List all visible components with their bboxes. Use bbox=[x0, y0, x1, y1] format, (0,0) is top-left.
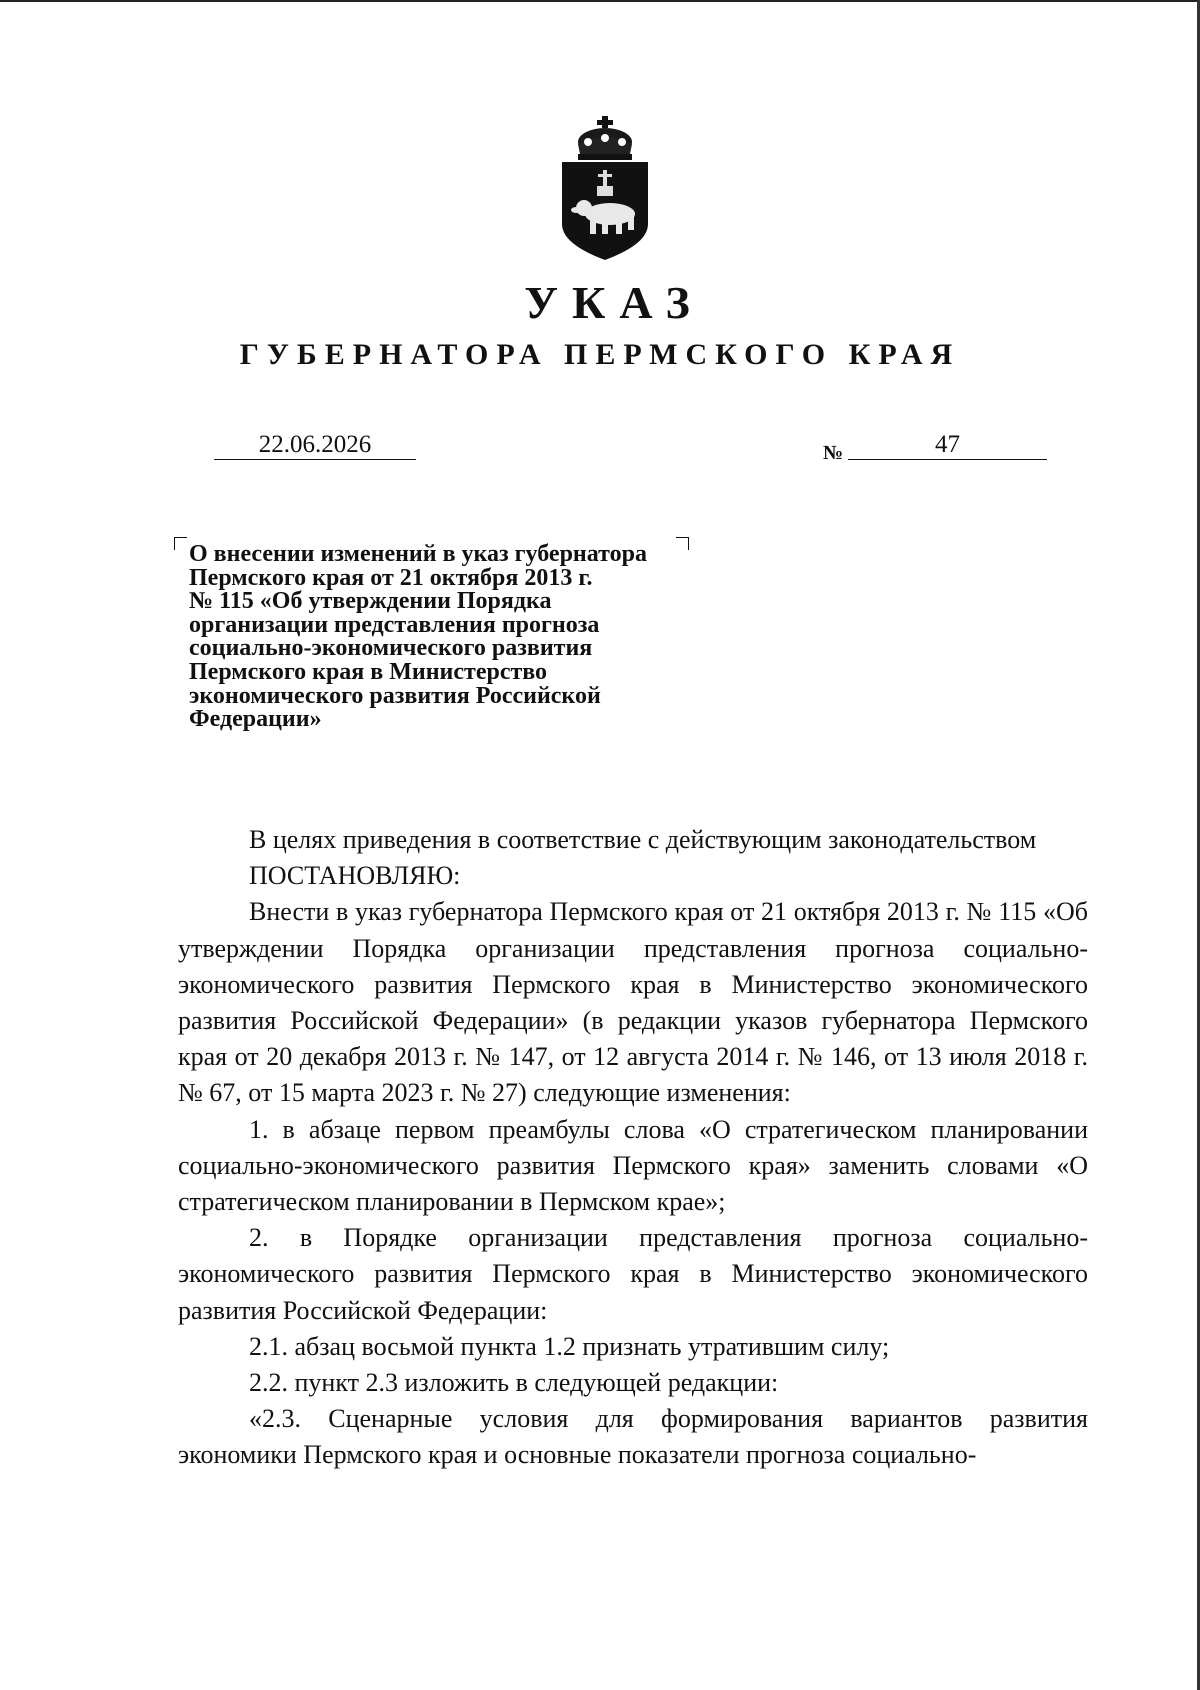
number-sign: № bbox=[823, 442, 844, 464]
heading-line: О внесении изменений в указ губернатора bbox=[189, 541, 647, 567]
body-paragraph: 2. в Порядке организации представления прогноза социально-экономического развития Пермского края в Министерство экономического развития Российской Федерации: bbox=[178, 1223, 1088, 1325]
document-body bbox=[178, 822, 1088, 1474]
heading-line: Пермского края в Министерство bbox=[189, 658, 548, 685]
document-title: УКАЗ bbox=[524, 277, 704, 328]
heading-line: Пермского края от 21 октября 2013 г. bbox=[189, 564, 593, 591]
body-paragraph: 2.2. пункт 2.3 изложить в следующей редакции: bbox=[249, 1368, 779, 1398]
document-subtitle: ГУБЕРНАТОРА ПЕРМСКОГО КРАЯ bbox=[239, 338, 961, 371]
heading-corner-left bbox=[174, 537, 187, 550]
coat-of-arms-icon bbox=[560, 112, 650, 262]
heading-line: № 115 «Об утверждении Порядка bbox=[189, 588, 552, 615]
resolution-word: ПОСТАНОВЛЯЮ: bbox=[249, 861, 461, 891]
body-paragraph: В целях приведения в соответствие с действующим законодательством bbox=[249, 825, 1037, 854]
body-paragraph: «2.3. Сценарные условия для формирования вариантов развития экономики Пермского края и основные показатели прогноза социально- bbox=[178, 1404, 1088, 1470]
heading-line: экономического развития Российской bbox=[189, 682, 601, 709]
heading-line: социально-экономического развития bbox=[189, 635, 593, 662]
document-heading bbox=[189, 543, 729, 732]
body-paragraph: Внести в указ губернатора Пермского края от 21 октября 2013 г. № 115 «Об утверждении Порядка организации представления прогноза социально-экономического развития Пермского края в Министерство экономического развития Российской Федерации» (в редакции указов губернатора Пермского края от 20 декабря 2013 г. № 147, от 12 августа 2014 г. № 146, от 13 июля 2018 г. № 67, от 15 марта 2023 г. № 27) следующие изменения: bbox=[178, 897, 1088, 1108]
body-paragraph: 1. в абзаце первом преамбулы слова «О стратегическом планировании социально-экономического развития Пермского края» заменить словами «О стратегическом планировании в Пермском крае»; bbox=[178, 1114, 1088, 1217]
scan-edge-top bbox=[0, 0, 1200, 2]
heading-line: организации представления прогноза bbox=[189, 611, 600, 638]
document-date: 22.06.2026 bbox=[214, 430, 416, 460]
heading-line: Федерации» bbox=[189, 706, 322, 733]
body-paragraph: 2.1. абзац восьмой пункта 1.2 признать утратившим силу; bbox=[249, 1331, 890, 1361]
crown-icon bbox=[578, 116, 632, 160]
document-number: 47 bbox=[848, 430, 1047, 460]
